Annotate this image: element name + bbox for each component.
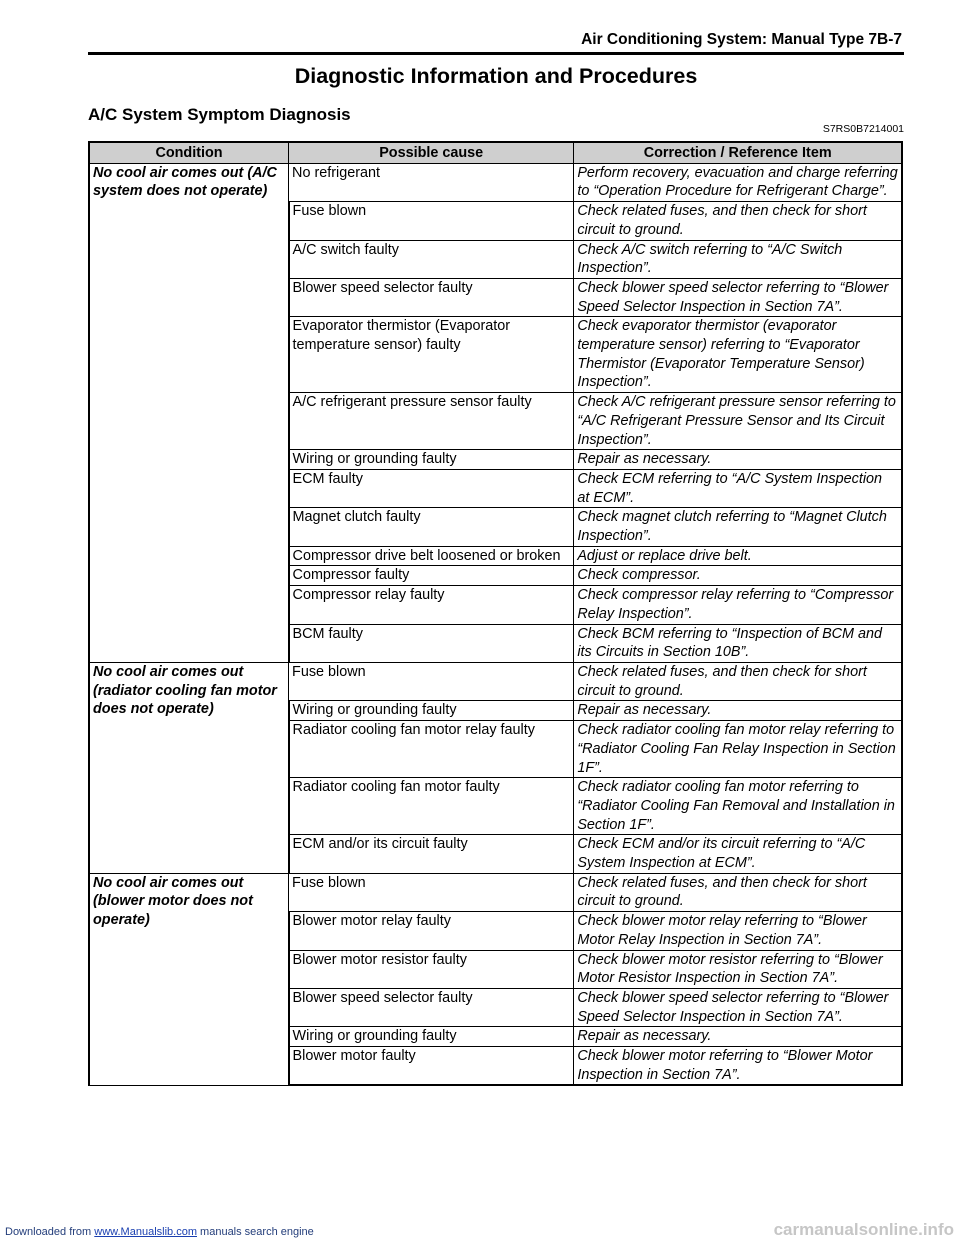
correction-cell: Check compressor. [574, 566, 902, 586]
footer-download-note [5, 1226, 314, 1238]
correction-cell: Check BCM referring to “Inspection of BCM and its Circuits in Section 10B”. [574, 624, 902, 662]
possible-cause-cell: Magnet clutch faulty [289, 508, 574, 546]
possible-cause-cell: Blower speed selector faulty [289, 278, 574, 316]
possible-cause-cell: A/C switch faulty [289, 240, 574, 278]
correction-cell: Repair as necessary. [574, 450, 902, 470]
correction-cell: Check radiator cooling fan motor relay referring to “Radiator Cooling Fan Relay Inspection in Section 1F”. [574, 721, 902, 778]
condition-cell: No cool air comes out (A/C system does not operate) [89, 163, 289, 662]
table-header-row [89, 142, 902, 163]
symptom-diagnosis-table [88, 141, 903, 1086]
correction-cell: Check compressor relay referring to “Compressor Relay Inspection”. [574, 586, 902, 624]
correction-cell: Check radiator cooling fan motor referring to “Radiator Cooling Fan Removal and Installation in Section 1F”. [574, 778, 902, 835]
correction-cell: Repair as necessary. [574, 701, 902, 721]
correction-cell: Check A/C switch referring to “A/C Switch Inspection”. [574, 240, 902, 278]
correction-cell: Check blower motor referring to “Blower Motor Inspection in Section 7A”. [574, 1047, 902, 1086]
condition-cell: No cool air comes out (radiator cooling fan motor does not operate) [89, 662, 289, 873]
possible-cause-cell: Compressor faulty [289, 566, 574, 586]
possible-cause-cell: BCM faulty [289, 624, 574, 662]
correction-cell: Check magnet clutch referring to “Magnet Clutch Inspection”. [574, 508, 902, 546]
table-row [89, 662, 902, 700]
possible-cause-cell: Fuse blown [289, 873, 574, 911]
correction-cell: Check blower motor resistor referring to “Blower Motor Resistor Inspection in Section 7A”. [574, 950, 902, 988]
possible-cause-cell: Blower motor faulty [289, 1047, 574, 1086]
column-header-condition: Condition [89, 142, 289, 163]
table-row [89, 163, 902, 201]
section-code: S7RS0B7214001 [822, 123, 904, 135]
possible-cause-cell: Evaporator thermistor (Evaporator temperature sensor) faulty [289, 317, 574, 393]
table-body [89, 163, 902, 1085]
possible-cause-cell: Wiring or grounding faulty [289, 450, 574, 470]
possible-cause-cell: Radiator cooling fan motor faulty [289, 778, 574, 835]
column-header-possible-cause: Possible cause [289, 142, 574, 163]
correction-cell: Check related fuses, and then check for short circuit to ground. [574, 873, 902, 911]
manualslib-link[interactable]: www.Manualslib.com [94, 1226, 197, 1238]
possible-cause-cell: Wiring or grounding faulty [289, 701, 574, 721]
possible-cause-cell: No refrigerant [289, 163, 574, 201]
condition-cell: No cool air comes out (blower motor does not operate) [89, 873, 289, 1085]
correction-cell: Check evaporator thermistor (evaporator temperature sensor) referring to “Evaporator Thermistor (Evaporator Temperature Sensor) Inspection”. [574, 317, 902, 393]
possible-cause-cell: Wiring or grounding faulty [289, 1027, 574, 1047]
possible-cause-cell: Blower motor relay faulty [289, 912, 574, 950]
section-title: A/C System Symptom Diagnosis [88, 105, 351, 124]
possible-cause-cell: Blower motor resistor faulty [289, 950, 574, 988]
possible-cause-cell: Fuse blown [289, 202, 574, 240]
possible-cause-cell: Fuse blown [289, 662, 574, 700]
possible-cause-cell: Radiator cooling fan motor relay faulty [289, 721, 574, 778]
correction-cell: Check A/C refrigerant pressure sensor referring to “A/C Refrigerant Pressure Sensor and Its Circuit Inspection”. [574, 393, 902, 450]
footer-prefix: Downloaded from [5, 1226, 92, 1238]
possible-cause-cell: Blower speed selector faulty [289, 988, 574, 1026]
possible-cause-cell: Compressor relay faulty [289, 586, 574, 624]
correction-cell: Check blower motor relay referring to “Blower Motor Relay Inspection in Section 7A”. [574, 912, 902, 950]
page-title: Diagnostic Information and Procedures [294, 64, 698, 88]
correction-cell: Check blower speed selector referring to “Blower Speed Selector Inspection in Section 7A”. [574, 988, 902, 1026]
correction-cell: Check related fuses, and then check for short circuit to ground. [574, 202, 902, 240]
correction-cell: Perform recovery, evacuation and charge referring to “Operation Procedure for Refrigerant Charge”. [574, 163, 902, 201]
watermark: carmanualsonline.info [773, 1220, 954, 1239]
correction-cell: Adjust or replace drive belt. [574, 546, 902, 566]
correction-cell: Check ECM and/or its circuit referring to “A/C System Inspection at ECM”. [574, 835, 902, 873]
correction-cell: Check ECM referring to “A/C System Inspection at ECM”. [574, 469, 902, 507]
possible-cause-cell: ECM faulty [289, 469, 574, 507]
header-rule [88, 52, 904, 55]
table-row [89, 873, 902, 911]
possible-cause-cell: Compressor drive belt loosened or broken [289, 546, 574, 566]
column-header-correction: Correction / Reference Item [574, 142, 902, 163]
correction-cell: Check blower speed selector referring to “Blower Speed Selector Inspection in Section 7A”. [574, 278, 902, 316]
footer-suffix: manuals search engine [200, 1226, 314, 1238]
correction-cell: Repair as necessary. [574, 1027, 902, 1047]
possible-cause-cell: A/C refrigerant pressure sensor faulty [289, 393, 574, 450]
possible-cause-cell: ECM and/or its circuit faulty [289, 835, 574, 873]
running-header: Air Conditioning System: Manual Type 7B-7 [581, 31, 902, 48]
correction-cell: Check related fuses, and then check for short circuit to ground. [574, 662, 902, 700]
